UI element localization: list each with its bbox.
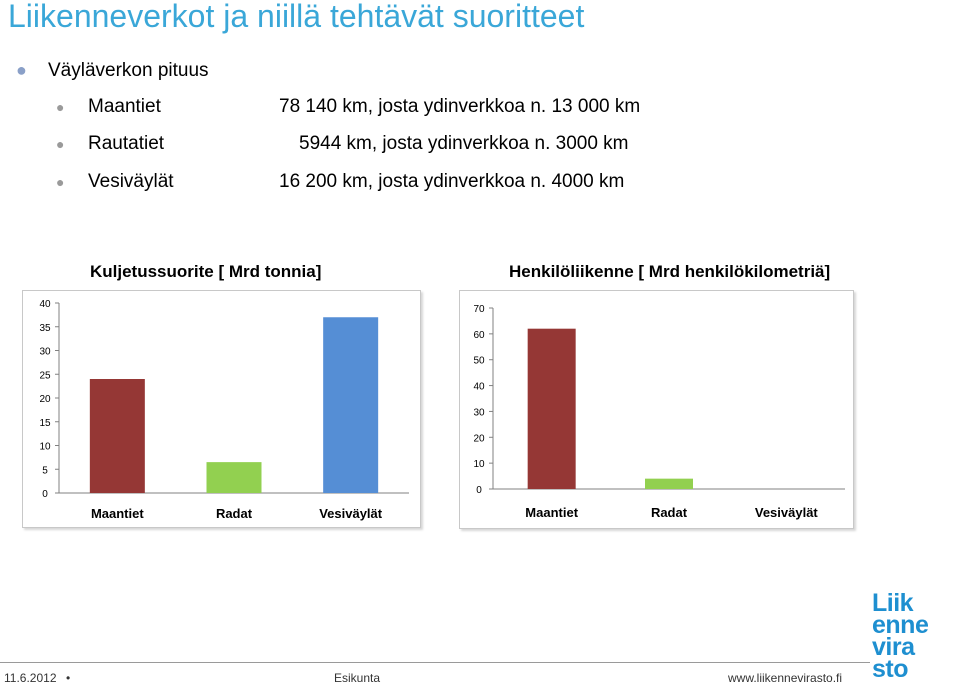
y-tick-label: 60 xyxy=(473,329,485,341)
network-length: 78 140 km, josta ydinverkkoa n. 13 000 km xyxy=(279,96,641,117)
footer-date: 11.6.2012 xyxy=(4,671,57,685)
bar-maantiet xyxy=(90,379,145,493)
chart-passenger-frame xyxy=(459,290,854,529)
bar-radat xyxy=(207,462,262,493)
y-tick-label: 30 xyxy=(39,346,51,358)
y-tick-label: 30 xyxy=(473,407,485,419)
bar-radat xyxy=(645,479,693,489)
logo-line: sto xyxy=(872,655,908,683)
chart-freight-frame xyxy=(22,290,421,528)
bullet-icon: ● xyxy=(56,99,65,115)
liikennevirasto-logo xyxy=(872,589,958,683)
footer-divider xyxy=(0,662,870,663)
logo-line: Liik xyxy=(872,589,914,617)
network-name: Rautatiet xyxy=(88,133,165,154)
bar-vesivaylat xyxy=(323,317,378,493)
chart-freight xyxy=(23,291,420,527)
chart-title-passenger: Henkilöliikenne [ Mrd henkilökilometriä] xyxy=(509,262,831,281)
bullet-icon: ● xyxy=(16,60,27,80)
x-tick-label: Vesiväylät xyxy=(754,505,818,520)
y-tick-label: 20 xyxy=(39,394,51,405)
bullet-icon: ● xyxy=(56,174,65,190)
network-name: Vesiväylät xyxy=(88,171,174,192)
chart-passenger xyxy=(460,291,853,528)
y-tick-label: 20 xyxy=(473,433,485,445)
x-tick-label: Maantiet xyxy=(525,505,579,520)
network-length: 5944 km, josta ydinverkkoa n. 3000 km xyxy=(299,133,629,154)
y-tick-label: 10 xyxy=(39,441,51,453)
logo-line: enne xyxy=(872,611,929,639)
page-title: Liikenneverkot ja niillä tehtävät suoritteet xyxy=(8,0,585,34)
chart-title-freight: Kuljetussuorite [ Mrd tonnia] xyxy=(90,262,322,281)
x-tick-label: Vesiväylät xyxy=(319,506,383,521)
y-tick-label: 40 xyxy=(473,381,485,393)
network-name: Maantiet xyxy=(88,96,161,117)
footer-center: Esikunta xyxy=(334,671,381,685)
y-tick-label: 25 xyxy=(39,370,51,382)
y-tick-label: 35 xyxy=(39,322,51,334)
logo-line: vira xyxy=(872,633,915,661)
y-tick-label: 10 xyxy=(473,459,485,471)
bar-maantiet xyxy=(528,329,576,489)
footer-bullet-icon: • xyxy=(66,671,71,685)
footer-url[interactable]: www.liikennevirasto.fi xyxy=(728,671,843,685)
x-tick-label: Radat xyxy=(215,506,253,521)
main-bullet-text: Väyläverkon pituus xyxy=(48,60,209,81)
network-length: 16 200 km, josta ydinverkkoa n. 4000 km xyxy=(279,171,625,192)
x-tick-label: Maantiet xyxy=(90,506,144,521)
y-tick-label: 5 xyxy=(42,465,48,477)
y-tick-label: 15 xyxy=(39,417,51,429)
y-tick-label: 50 xyxy=(473,355,485,367)
y-tick-label: 0 xyxy=(476,485,482,496)
y-tick-label: 0 xyxy=(42,489,48,500)
y-tick-label: 70 xyxy=(473,304,485,315)
y-tick-label: 40 xyxy=(39,299,51,310)
x-tick-label: Radat xyxy=(650,505,688,520)
bullet-icon: ● xyxy=(56,136,65,152)
